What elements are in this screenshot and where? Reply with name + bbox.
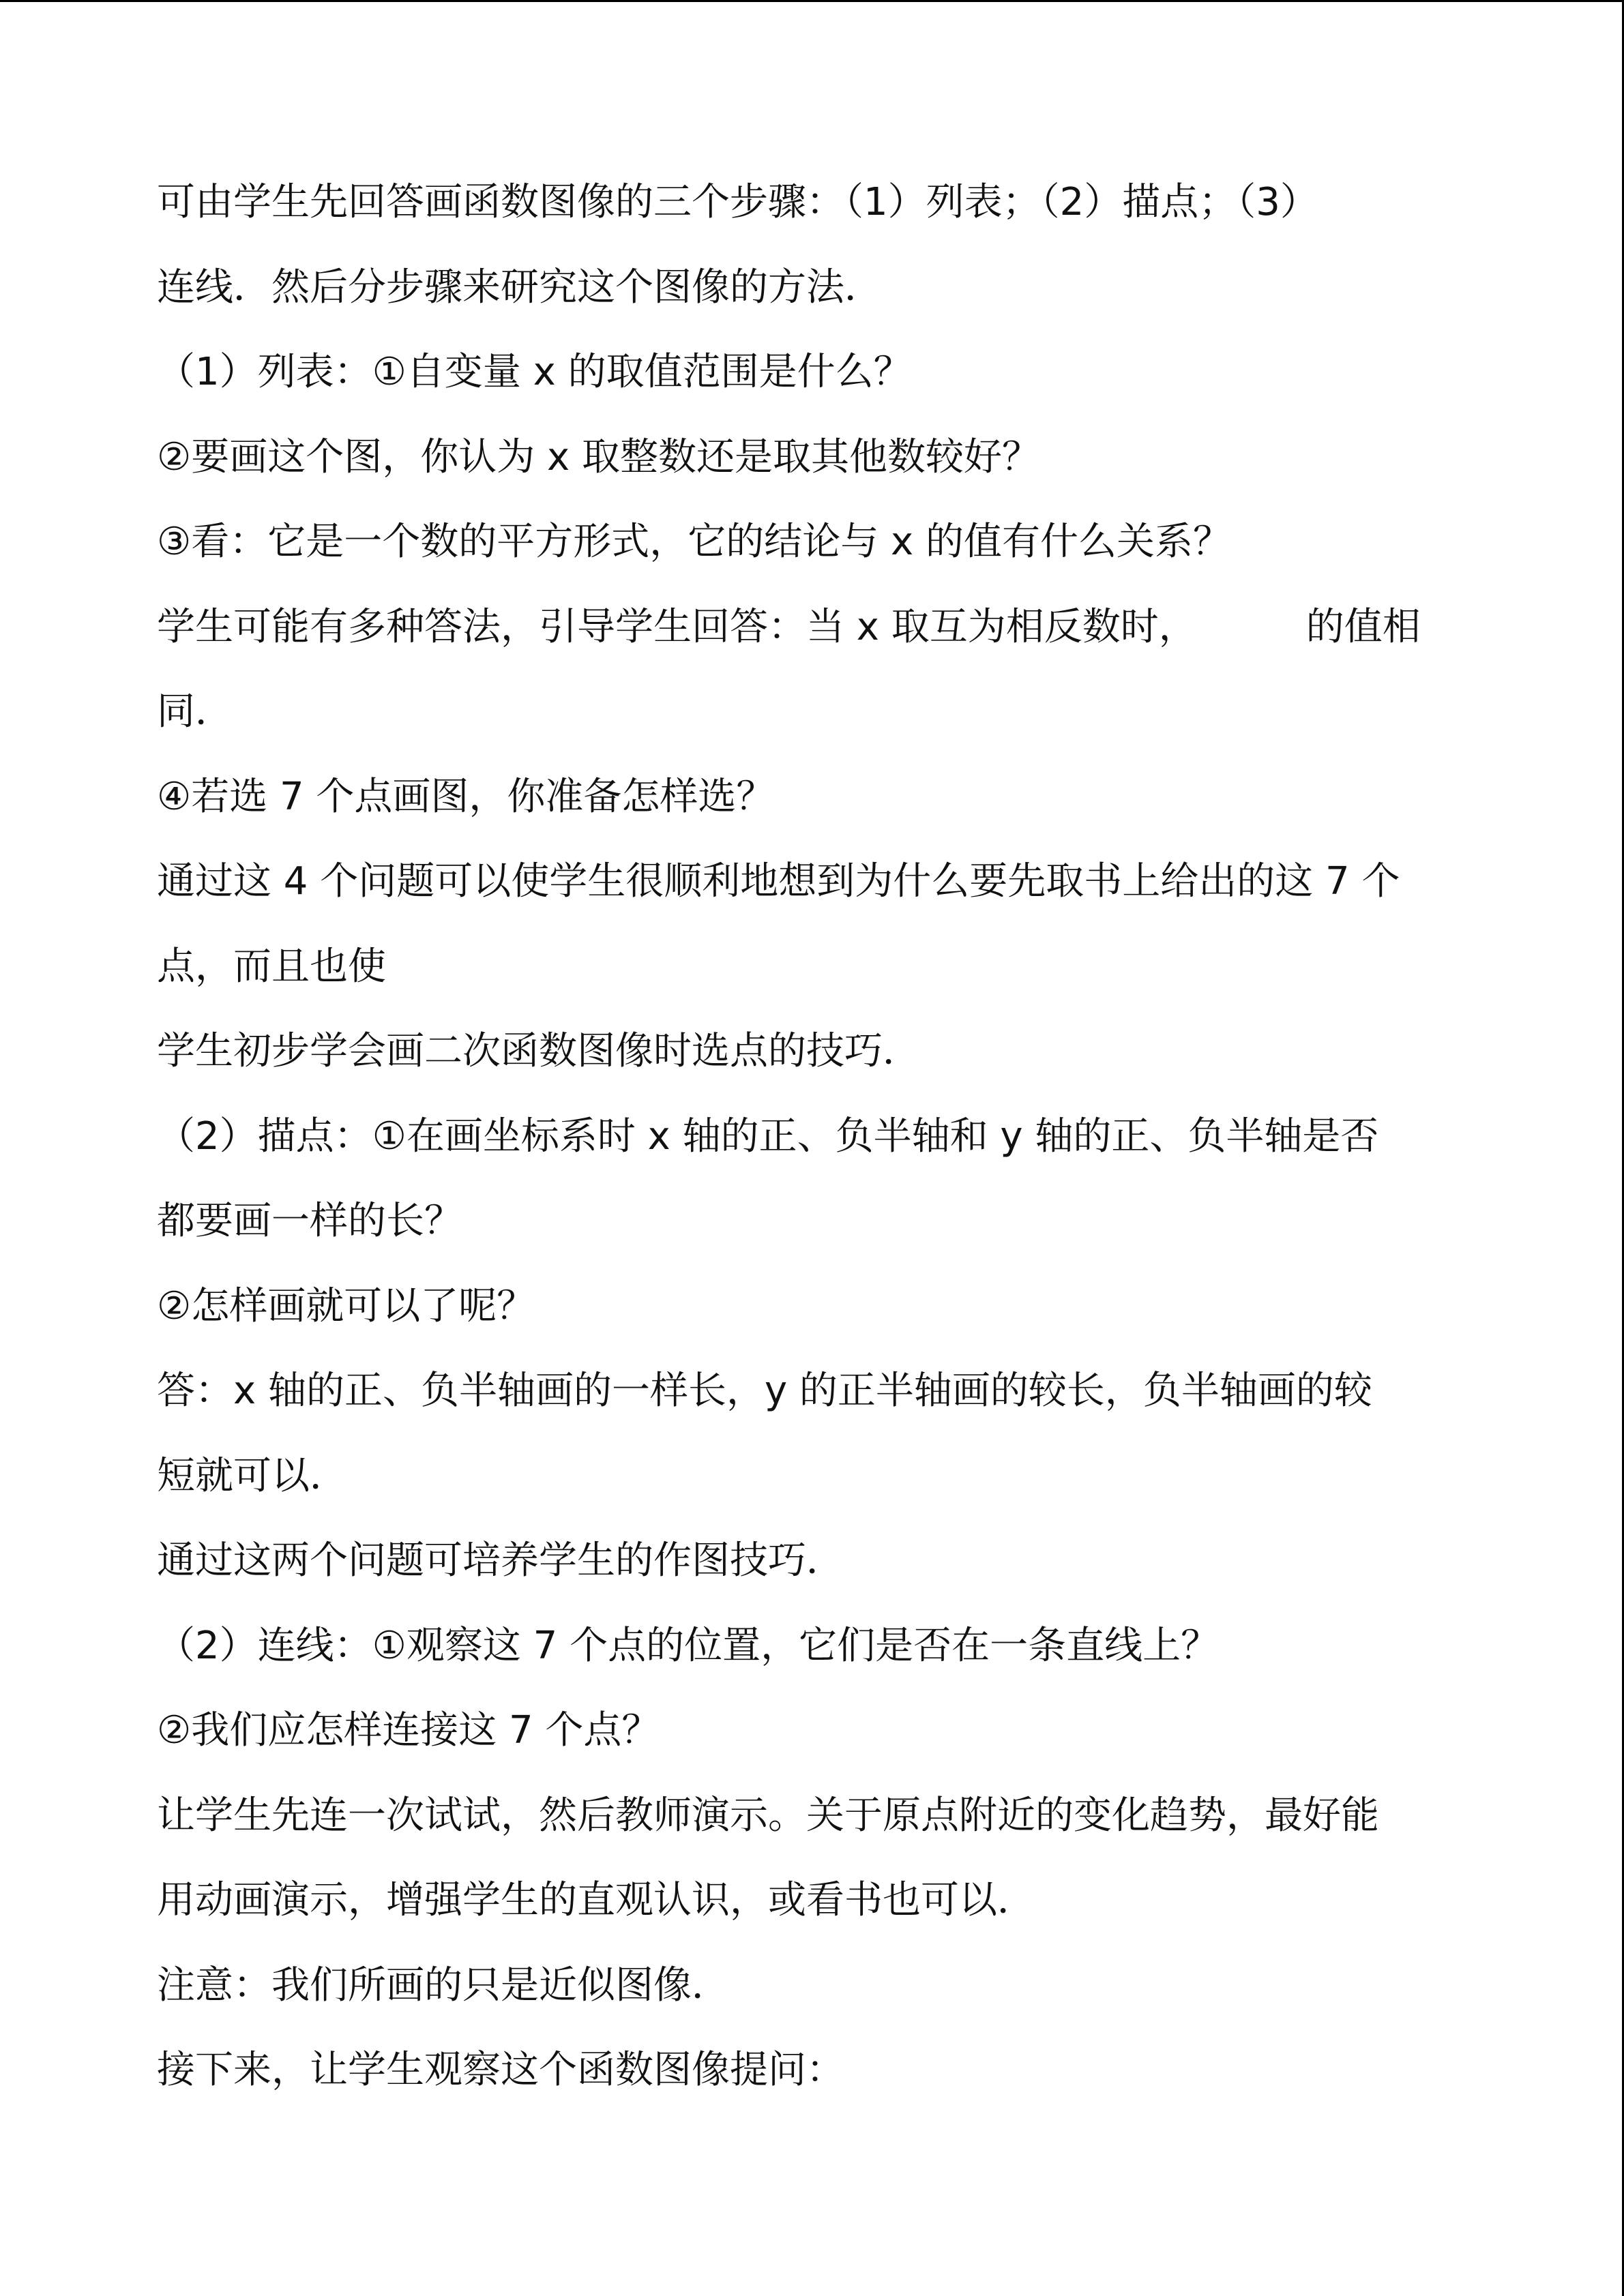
- text-line: ②要画这个图，你认为 x 取整数还是取其他数较好？: [157, 434, 1040, 479]
- text-line: 让学生先连一次试试，然后教师演示。关于原点附近的变化趋势，最好能: [157, 1793, 1379, 1838]
- text-line: （2）连线：①观察这 7 个点的位置，它们是否在一条直线上？: [157, 1623, 1220, 1668]
- text-line: （1）列表：①自变量 x 的取值范围是什么？: [157, 350, 912, 394]
- text-line: 学生初步学会画二次函数图像时选点的技巧．: [157, 1029, 921, 1073]
- document-body: [157, 160, 1473, 2113]
- text-segment: 学生可能有多种答法，引导学生回答：当 x 取互为相反数时，: [157, 604, 1197, 649]
- text-line: 可由学生先回答画函数图像的三个步骤：（1）列表；（2）描点；（3）: [157, 180, 1318, 224]
- text-line: 接下来，让学生观察这个函数图像提问：: [157, 2048, 844, 2092]
- text-line: 通过这 4 个问题可以使学生很顺利地想到为什么要先取书上给出的这 7 个: [157, 859, 1400, 904]
- text-line: 都要画一样的长？: [157, 1199, 462, 1243]
- text-segment: 的值相: [1305, 604, 1421, 649]
- text-line: 短就可以．: [157, 1453, 348, 1498]
- text-line: 连线．然后分步骤来研究这个图像的方法．: [157, 265, 883, 310]
- text-line: ④若选 7 个点画图，你准备怎样选？: [157, 774, 775, 819]
- text-line: 通过这两个问题可培养学生的作图技巧．: [157, 1538, 844, 1583]
- text-line: ③看：它是一个数的平方形式，它的结论与 x 的值有什么关系？: [157, 520, 1231, 564]
- text-line-with-gap: [157, 585, 1473, 670]
- text-line: 同．: [157, 689, 233, 734]
- text-line: （2）描点：①在画坐标系时 x 轴的正、负半轴和 y 轴的正、负半轴是否: [157, 1114, 1379, 1159]
- text-line: ②我们应怎样连接这 7 个点？: [157, 1708, 660, 1753]
- text-line: 答：x 轴的正、负半轴画的一样长，y 的正半轴画的较长，负半轴画的较: [157, 1369, 1372, 1413]
- text-line: 注意：我们所画的只是近似图像．: [157, 1963, 730, 2008]
- text-line: 点，而且也使: [157, 944, 386, 989]
- text-line: 用动画演示，增强学生的直观认识，或看书也可以．: [157, 1878, 1035, 1922]
- text-line: ②怎样画就可以了呢？: [157, 1283, 535, 1328]
